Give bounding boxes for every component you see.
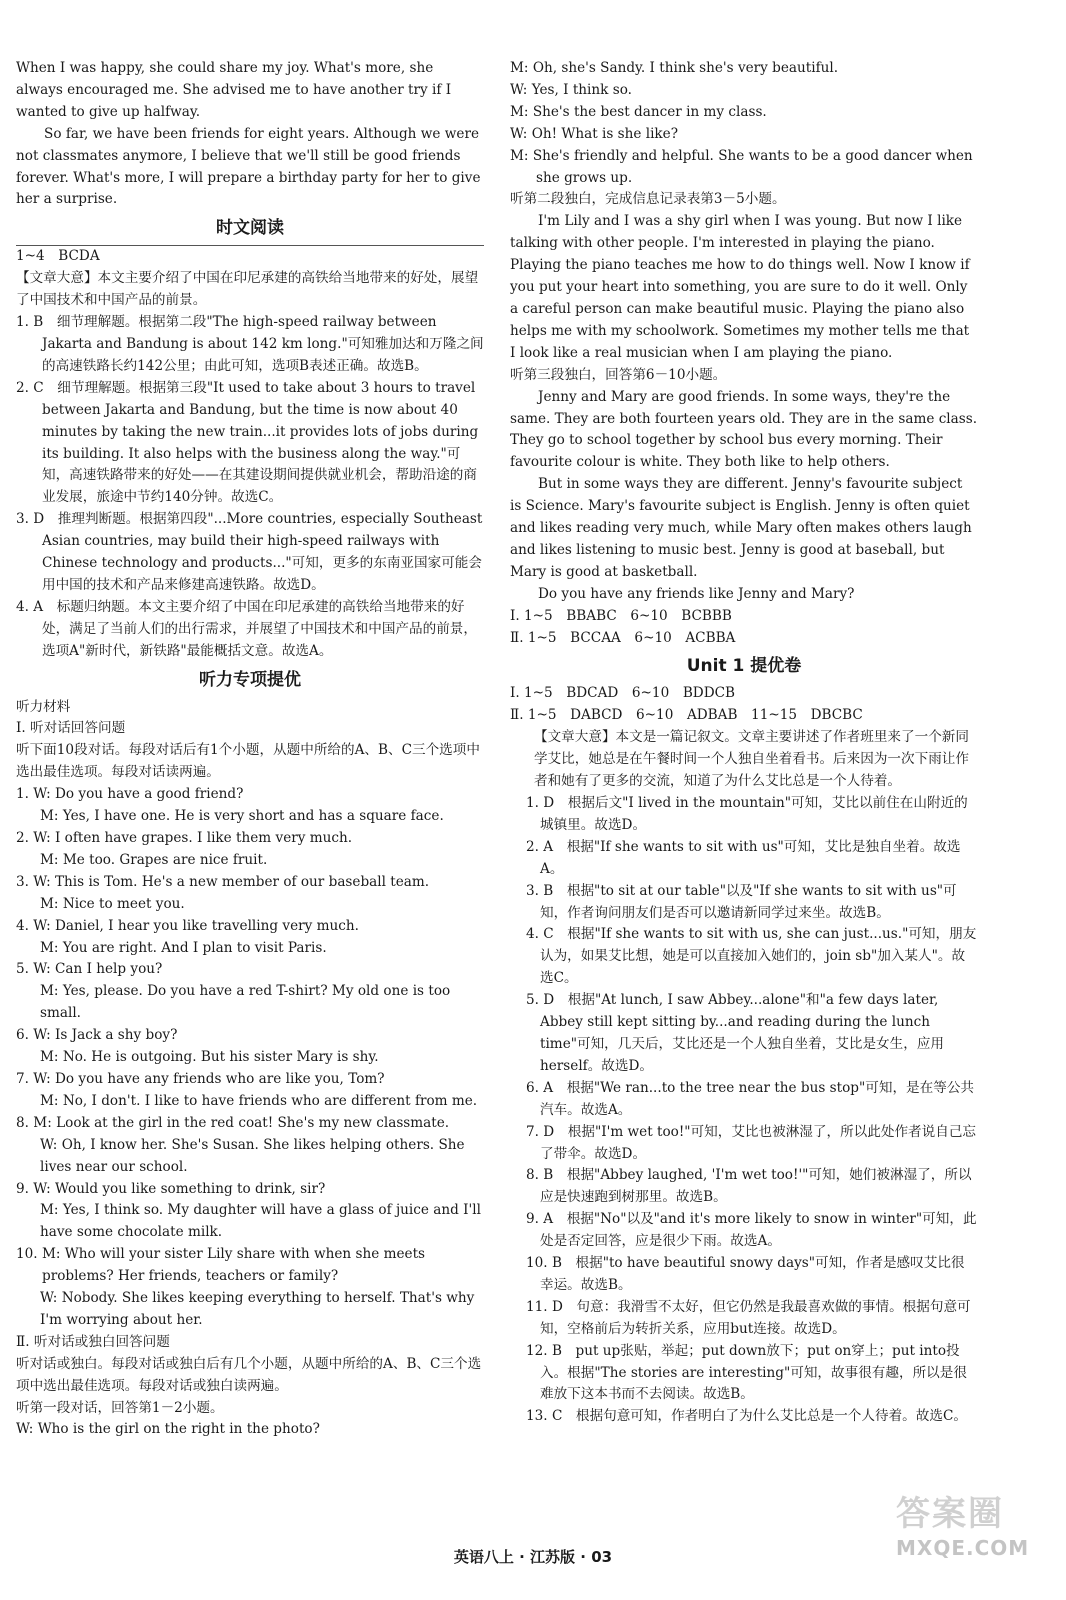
reading-heading: 时文阅读 — [216, 218, 284, 239]
page-footer: 英语八上 · 江苏版 · 03 — [453, 1548, 613, 1566]
unit-answers-1: Ⅰ. 1~5 BDCAD 6~10 BDDCB — [510, 685, 736, 702]
reading-item-4: 4. A 标题归纳题。本文主要介绍了中国在印尼承建的高铁给当地带来的好处，满足了当前人们的出行需求，并展望了中国技术和中国产品的前景，选项A"新时代，新铁路"最能概括文意。故选A。 — [16, 598, 477, 659]
reading-answers: 1~4 BCDA — [16, 248, 100, 265]
unit-item: 6. A 根据"We ran...to the tree near the bus stop"可知，是在等公共汽车。故选A。 — [526, 1079, 975, 1118]
part1-instructions: 听下面10段对话。每段对话后有1个小题，从题中所给的A、B、C三个选项中选出最佳选项。每段对话读两遍。 — [16, 742, 480, 781]
reading-item-3: 3. D 推理判断题。根据第四段"...More countries, especially Southeast Asian countries, may build their high-speed railways with Chinese technology and products..."可知，更多的东南亚国家可能会用中国的技术和产品来修建高速铁路。故选D。 — [16, 511, 483, 593]
dialogue-q: 5. W: Can I help you? — [16, 961, 163, 978]
dialogue-a: M: Nice to meet you. — [40, 895, 185, 912]
unit-item: 8. B 根据"Abbey laughed, 'I'm wet too!'"可知，她们被淋湿了，所以应是快速跑到树那里。故选B。 — [526, 1167, 972, 1206]
unit-item: 2. A 根据"If she wants to sit with us"可知，艾比是独自坐着。故选A。 — [526, 838, 961, 877]
dialogue-a: M: No. He is outgoing. But his sister Mary is shy. — [40, 1049, 379, 1066]
unit-item: 13. C 根据句意可知，作者明白了为什么艾比总是一个人待着。故选C。 — [526, 1408, 967, 1425]
dialogue-q: 10. M: Who will your sister Lily share with when she meets problems? Her friends, teachers or family? — [16, 1246, 426, 1285]
unit-item: 7. D 根据"I'm wet too!"可知，艾比也被淋湿了，所以此处作者说自己忘了带伞。故选D。 — [526, 1123, 977, 1162]
part2-title: Ⅱ. 听对话或独白回答问题 — [16, 1333, 170, 1350]
dialogue-line: W: Yes, I think so. — [510, 81, 632, 98]
dialogue-a: M: Yes, I think so. My daughter will have a glass of juice and I'll have some chocolate milk. — [40, 1202, 481, 1241]
unit-answers-2: Ⅱ. 1~5 DABCD 6~10 ADBAB 11~15 DBCBC — [510, 707, 863, 724]
unit-item: 10. B 根据"to have beautiful snowy days"可知，作者是感叹艾比很幸运。故选B。 — [526, 1255, 965, 1293]
dialogue-q: 8. M: Look at the girl in the red coat! She's my new classmate. — [16, 1114, 450, 1131]
dialogue-q: 2. W: I often have grapes. I like them very much. — [16, 830, 353, 846]
listening-answers-2: Ⅱ. 1~5 BCCAA 6~10 ACBBA — [510, 629, 736, 646]
watermark-logo — [896, 1492, 1046, 1592]
unit-item: 12. B put up张贴，举起；put down放下；put on穿上；put into投入。根据"The stories are interesting"可知，故事很有趣，所以是很难放下这本书而不去阅读。故选B。 — [526, 1342, 967, 1403]
unit-summary: 【文章大意】本文是一篇记叙文。文章主要讲述了作者班里来了一个新同学艾比，她总是在午餐时间一个人独自坐着看书。后来因为一次下雨让作者和她有了更多的交流，知道了为什么艾比总是一个人待着。 — [534, 729, 969, 790]
part2-dialogue-start: W: Who is the girl on the right in the photo? — [16, 1421, 320, 1438]
dialogue-q: 1. W: Do you have a good friend? — [16, 786, 244, 803]
dialogue-q: 3. W: This is Tom. He's a new member of our baseball team. — [16, 873, 430, 890]
reading-item-2: 2. C 细节理解题。根据第三段"It used to take about 3 hours to travel between Jakarta and Bandung, but the time is now about 40 minutes by taking the new train...it provides lots of jobs during its building. It also helps with the business along the way."可知，高速铁路带来的好处——在其建设期间提供就业机会，帮助沿途的商业发展，旅途中节约140分钟。故选C。 — [16, 379, 479, 506]
dialogue-a: M: You are right. And I plan to visit Paris. — [40, 939, 327, 956]
unit-item: 3. B 根据"to sit at our table"以及"If she wants to sit with us"可知，作者询问朋友们是否可以邀请新同学过来坐。故选B。 — [526, 882, 957, 921]
dialogue-q: 4. W: Daniel, I hear you like travelling very much. — [16, 917, 359, 934]
third-monologue-paragraph: Jenny and Mary are good friends. In some ways, they're the same. They are both fourteen years old. They are in the same class. They go to school together by school bus every morning. Their favourite colour is white. They both like to help others. — [510, 388, 978, 471]
reading-summary: 【文章大意】本文主要介绍了中国在印尼承建的高铁给当地带来的好处，展望了中国技术和中国产品的前景。 — [16, 270, 479, 309]
dialogue-q: 9. W: Would you like something to drink, sir? — [16, 1180, 326, 1197]
dialogue-a: M: Yes, please. Do you have a red T-shirt? My old one is too small. — [40, 983, 451, 1022]
unit-item: 1. D 根据后文"I lived in the mountain"可知，艾比以前住在山附近的城镇里。故选D。 — [526, 795, 968, 833]
second-monologue-text: I'm Lily and I was a shy girl when I was young. But now I like talking with other people. I'm interested in playing the piano. Playing the piano teaches me how to do things well. Now I know if you put your heart into something, you are sure to do it well. Only a careful person can make beautiful music. Playing the piano also helps me with my schoolwork. Sometimes my mother tells me that I look like a real musician when I am playing the piano. — [510, 213, 970, 361]
unit-item: 9. A 根据"No"以及"and it's more likely to snow in winter"可知，此处是否定回答，应是很少下雨。故选A。 — [526, 1211, 977, 1250]
third-monologue-paragraph: But in some ways they are different. Jenny's favourite subject is Science. Mary's favourite subject is English. Jenny is often quiet and likes reading very much, while Mary often makes others laugh and likes listening to music best. Jenny is good at baseball, but Mary is good at basketball. — [510, 476, 972, 580]
dialogue-a: W: Oh, I know her. She's Susan. She likes helping others. She lives near our school. — [40, 1136, 465, 1175]
part2-instructions: 听对话或独白。每段对话或独白后有几个小题，从题中所给的A、B、C三个选项中选出最佳选项。每段对话或独白读两遍。 — [16, 1355, 482, 1394]
intro-paragraph-1: When I was happy, she could share my joy. What's more, she always encouraged me. She advised me to have another try if I wanted to give up halfway. — [16, 60, 452, 120]
left-column — [16, 58, 484, 1441]
unit-heading: Unit 1 提优卷 — [686, 656, 802, 677]
dialogue-a: M: Yes, I have one. He is very short and has a square face. — [40, 808, 444, 825]
unit-item: 4. C 根据"If she wants to sit with us, she can just...us."可知，朋友认为，如果艾比想，她是可以直接加入她们的，join sb"加入某人"。故选C。 — [526, 926, 977, 987]
third-monologue-title: 听第三段独白，回答第6－10小题。 — [510, 366, 727, 383]
listening-material-label: 听力材料 — [16, 698, 71, 715]
intro-paragraph-2: So far, we have been friends for eight years. Although we were not classmates anymore, I believe that we'll still be good friends forever. What's more, I will prepare a birthday party for her to give her a surprise. — [16, 125, 481, 208]
second-monologue-title: 听第二段独白，完成信息记录表第3－5小题。 — [510, 191, 786, 208]
right-column — [510, 58, 978, 1428]
dialogue-line: M: She's friendly and helpful. She wants to be a good dancer when she grows up. — [510, 147, 973, 186]
watermark-bottom: MXQE.COM — [896, 1536, 1030, 1560]
watermark-top: 答案圈 — [896, 1494, 1004, 1534]
part1-title: Ⅰ. 听对话回答问题 — [16, 720, 126, 737]
unit-item: 11. D 句意：我滑雪不太好，但它仍然是我最喜欢做的事情。根据句意可知，空格前后为转折关系，应用but连接。故选D。 — [526, 1298, 971, 1337]
dialogue-line: M: She's the best dancer in my class. — [510, 103, 767, 120]
unit-item: 5. D 根据"At lunch, I saw Abbey...alone"和"a few days later, Abbey still kept sitting by...and reading during the lunch time"可知，几天后，艾比还是一个人独自坐着，艾比是女生，应用herself。故选D。 — [526, 992, 945, 1074]
third-monologue-paragraph: Do you have any friends like Jenny and Mary? — [538, 585, 855, 602]
dialogue-line: W: Oh! What is she like? — [510, 125, 678, 142]
listening-answers-1: Ⅰ. 1~5 BBABC 6~10 BCBBB — [510, 607, 732, 624]
dialogue-a: M: No, I don't. I like to have friends who are different from me. — [40, 1092, 478, 1109]
reading-item-1: 1. B 细节理解题。根据第二段"The high-speed railway between Jakarta and Bandung is about 142 km long."可知雅加达和万隆之间的高速铁路长约142公里；由此可知，选项B表述正确。故选B。 — [16, 314, 484, 374]
part2-first-title: 听第一段对话，回答第1－2小题。 — [16, 1399, 224, 1416]
listening-heading: 听力专项提优 — [199, 669, 301, 690]
dialogue-q: 7. W: Do you have any friends who are like you, Tom? — [16, 1070, 385, 1087]
dialogue-a: W: Nobody. She likes keeping everything to herself. That's why I'm worrying about her. — [40, 1290, 475, 1328]
dialogue-q: 6. W: Is Jack a shy boy? — [16, 1027, 178, 1044]
dialogue-a: M: Me too. Grapes are nice fruit. — [40, 851, 268, 868]
dialogue-line: M: Oh, she's Sandy. I think she's very beautiful. — [510, 60, 839, 76]
